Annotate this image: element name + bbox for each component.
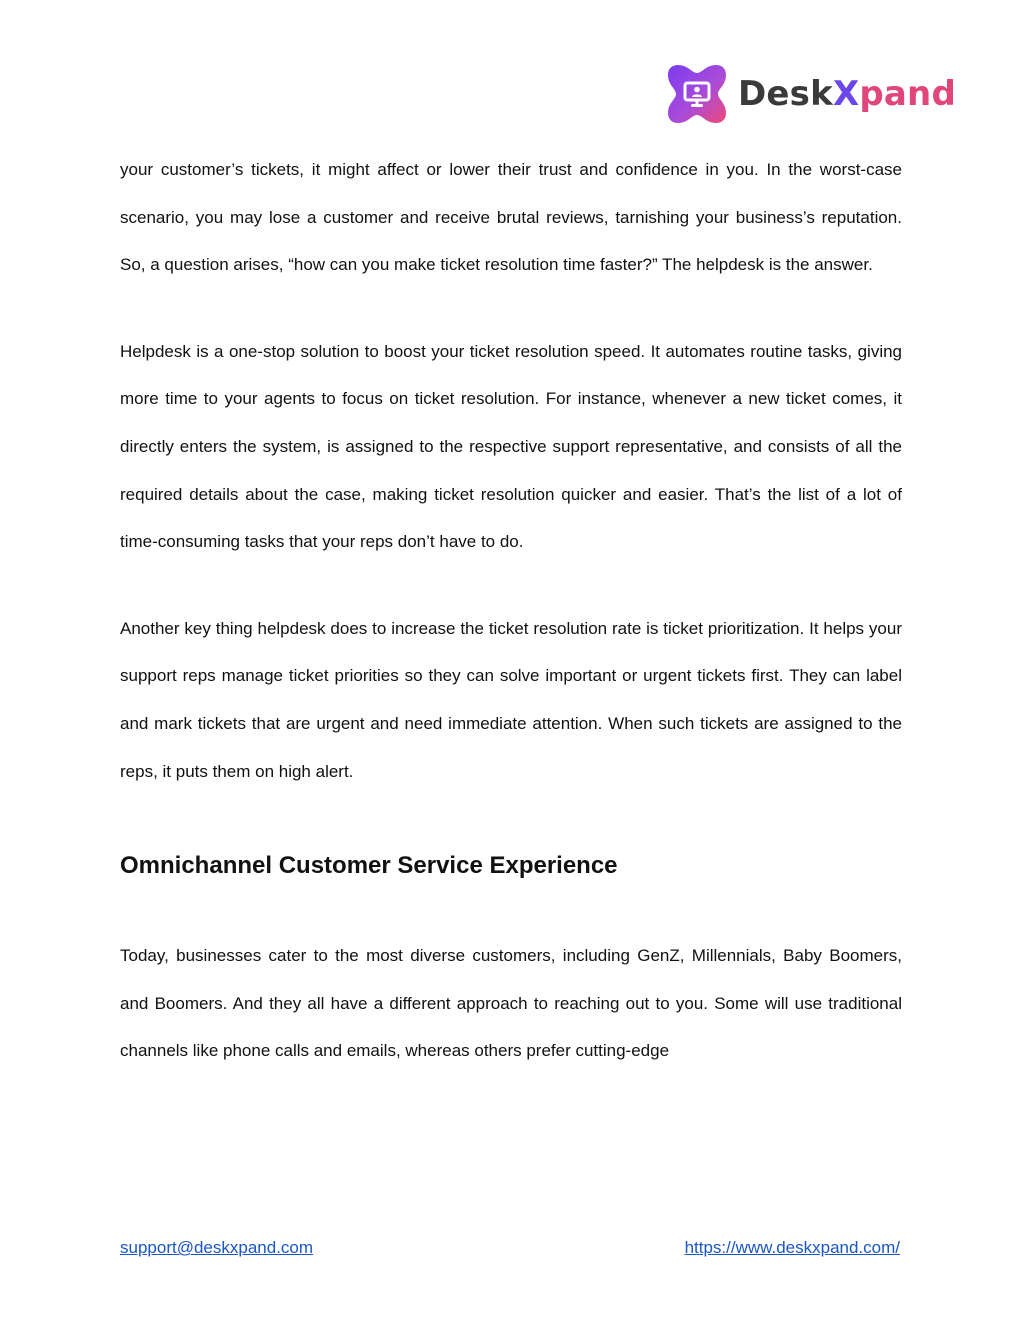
support-email-link[interactable]: support@deskxpand.com — [120, 1238, 314, 1257]
brand-logo — [664, 60, 956, 128]
deskxpand-logo-icon — [664, 61, 730, 127]
brand-name-x: X — [832, 74, 860, 114]
document-body — [120, 146, 902, 1075]
paragraph-ticket-prioritization: Another key thing helpdesk does to increase the ticket resolution rate is ticket prioritization. It helps your support reps manage ticket priorities so they can solve important or urgent tickets first. They can label and mark tickets that are urgent and need immediate attention. When such tickets are assigned to the reps, it puts them on high alert. — [120, 618, 902, 781]
section-heading: Omnichannel Customer Service Experience — [120, 852, 618, 880]
brand-name — [738, 74, 956, 114]
brand-name-pand: pand — [859, 74, 956, 114]
paragraph-omnichannel: Today, businesses cater to the most diverse customers, including GenZ, Millennials, Baby Boomers, and Boomers. And they all have a different approach to reaching out to you. Some will use traditional channels like phone calls and emails, whereas others prefer cutting-edge — [120, 946, 902, 1061]
website-link[interactable]: https://www.deskxpand.com/ — [684, 1238, 900, 1257]
paragraph-ticket-trust: your customer’s tickets, it might affect or lower their trust and confidence in you. In the worst-case scenario, you may lose a customer and receive brutal reviews, tarnishing your business’s reputation. So, a question arises, “how can you make ticket resolution time faster?” The helpdesk is the answer. — [120, 160, 902, 275]
page-footer — [120, 1238, 900, 1258]
brand-name-desk: Desk — [738, 74, 833, 114]
paragraph-helpdesk-automation: Helpdesk is a one-stop solution to boost your ticket resolution speed. It automates routine tasks, giving more time to your agents to focus on ticket resolution. For instance, whenever a new ticket comes, it directly enters the system, is assigned to the respective support representative, and consists of all the required details about the case, making ticket resolution quicker and easier. That’s the list of a lot of time-consuming tasks that your reps don’t have to do. — [120, 341, 902, 552]
